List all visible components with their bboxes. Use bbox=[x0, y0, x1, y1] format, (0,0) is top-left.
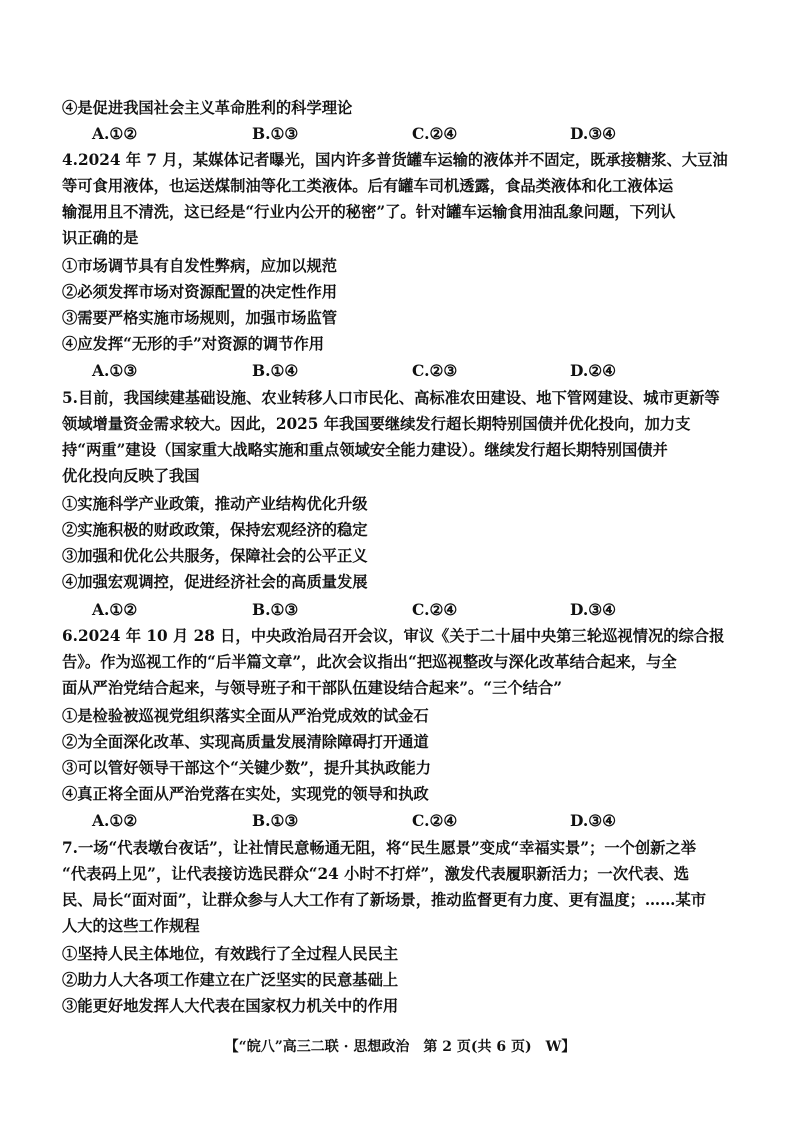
q5-stem-line-3: 持“两重”建设（国家重大战略实施和重点领域安全能力建设）。继续发行超长期特别国债并 bbox=[62, 440, 668, 459]
q5-item-4: ④加强宏观调控，促进经济社会的高质量发展 bbox=[62, 572, 368, 591]
q6-stem-line-3: 面从严治党结合起来，与领导班子和干部队伍建设结合起来”。“三个结合” bbox=[62, 678, 563, 697]
q5-option-b: B.①③ bbox=[252, 600, 299, 619]
q6-item-2: ②为全面深化改革、实现高质量发展清除障碍打开通道 bbox=[62, 732, 429, 751]
q6-options bbox=[92, 811, 732, 831]
q7-stem-line-1: 7.一场“代表墩台夜话”，让社情民意畅通无阻，将“民生愿景”变成“幸福实景”；一个创新之举 bbox=[62, 838, 696, 857]
q3-option-a: A.①② bbox=[92, 124, 138, 143]
q3-option-c: C.②④ bbox=[412, 124, 458, 143]
q5-option-c: C.②④ bbox=[412, 600, 458, 619]
q4-option-a: A.①③ bbox=[92, 361, 138, 380]
q5-item-2: ②实施积极的财政政策，保持宏观经济的稳定 bbox=[62, 520, 368, 539]
q3-item-4: ④是促进我国社会主义革命胜利的科学理论 bbox=[62, 98, 353, 117]
q6-item-1: ①是检验被巡视党组织落实全面从严治党成效的试金石 bbox=[62, 706, 429, 725]
q6-option-b: B.①③ bbox=[252, 811, 299, 830]
q4-stem-line-1: 4.2024 年 7 月，某媒体记者曝光，国内许多普货罐车运输的液体并不固定，既承接糖浆、大豆油 bbox=[62, 150, 728, 169]
q4-option-b: B.①④ bbox=[252, 361, 299, 380]
q6-option-c: C.②④ bbox=[412, 811, 458, 830]
q5-stem-line-2: 领域增量资金需求较大。因此，2025 年我国要继续发行超长期特别国债并优化投向，加力支 bbox=[62, 414, 691, 433]
q3-option-b: B.①③ bbox=[252, 124, 299, 143]
q7-item-2: ②助力人大各项工作建立在广泛坚实的民意基础上 bbox=[62, 970, 399, 989]
q5-item-1: ①实施科学产业政策，推动产业结构优化升级 bbox=[62, 494, 368, 513]
q4-stem-line-2: 等可食用液体，也运送煤制油等化工类液体。后有罐车司机透露，食品类液体和化工液体运 bbox=[62, 176, 674, 195]
q5-stem-line-4: 优化投向反映了我国 bbox=[62, 466, 200, 485]
q6-option-a: A.①② bbox=[92, 811, 138, 830]
q5-stem-line-1: 5.目前，我国续建基础设施、农业转移人口市民化、高标准农田建设、地下管网建设、城市更新等 bbox=[62, 388, 720, 407]
q4-option-d: D.②④ bbox=[570, 361, 617, 380]
q5-options bbox=[92, 600, 732, 620]
q4-stem-line-3: 输混用且不清洗，这已经是“行业内公开的秘密”了。针对罐车运输食用油乱象问题，下列认 bbox=[62, 202, 676, 221]
q4-option-c: C.②③ bbox=[412, 361, 458, 380]
q5-option-d: D.③④ bbox=[570, 600, 617, 619]
q6-item-4: ④真正将全面从严治党落在实处，实现党的领导和执政 bbox=[62, 784, 429, 803]
q5-option-a: A.①② bbox=[92, 600, 138, 619]
q5-item-3: ③加强和优化公共服务，保障社会的公平正义 bbox=[62, 546, 368, 565]
q4-options bbox=[92, 361, 732, 381]
q6-stem-line-1: 6.2024 年 10 月 28 日，中央政治局召开会议，审议《关于二十届中央第三轮巡视情况的综合报 bbox=[62, 626, 725, 645]
q7-item-1: ①坚持人民主体地位，有效践行了全过程人民民主 bbox=[62, 944, 399, 963]
q7-stem-line-3: 民、局长“面对面”，让群众参与人大工作有了新场景，推动监督更有力度、更有温度；……某市 bbox=[62, 890, 707, 909]
q4-stem-line-4: 识正确的是 bbox=[62, 228, 139, 247]
q4-item-3: ③需要严格实施市场规则，加强市场监管 bbox=[62, 308, 338, 327]
q6-stem-line-2: 告》。作为巡视工作的“后半篇文章”，此次会议指出“把巡视整改与深化改革结合起来，与全 bbox=[62, 652, 677, 671]
q4-item-1: ①市场调节具有自发性弊病，应加以规范 bbox=[62, 256, 338, 275]
q6-item-3: ③可以管好领导干部这个“关键少数”，提升其执政能力 bbox=[62, 758, 431, 777]
q4-item-2: ②必须发挥市场对资源配置的决定性作用 bbox=[62, 282, 338, 301]
page-footer: 【“皖八”高三二联 · 思想政治 第 2 页(共 6 页) W】 bbox=[224, 1039, 576, 1055]
q7-item-3: ③能更好地发挥人大代表在国家权力机关中的作用 bbox=[62, 996, 399, 1015]
q7-stem-line-2: “代表码上见”，让代表接访选民群众“24 小时不打烊”，激发代表履职新活力；一次代表、选 bbox=[62, 864, 690, 883]
q7-stem-line-4: 人大的这些工作规程 bbox=[62, 916, 200, 935]
q4-item-4: ④应发挥“无形的手”对资源的调节作用 bbox=[62, 334, 325, 353]
q3-option-d: D.③④ bbox=[570, 124, 617, 143]
q6-option-d: D.③④ bbox=[570, 811, 617, 830]
q3-options bbox=[92, 124, 732, 144]
